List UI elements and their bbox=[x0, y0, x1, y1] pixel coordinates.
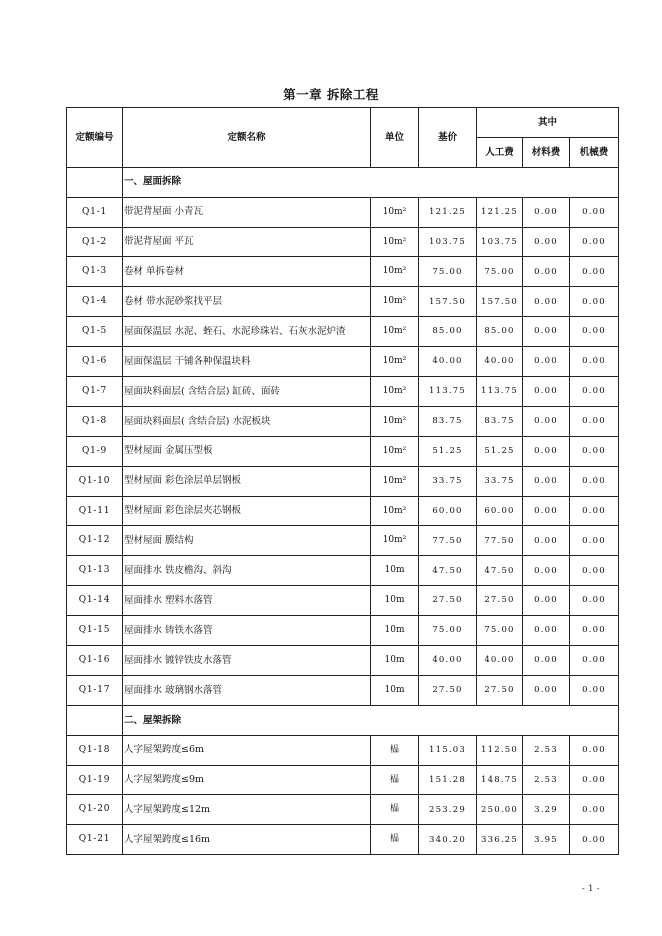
section-blank-cell bbox=[67, 167, 123, 197]
cell-machine: 0.00 bbox=[570, 406, 619, 436]
cell-material: 0.00 bbox=[523, 317, 570, 347]
cell-labor: 47.50 bbox=[477, 556, 523, 586]
header-labor: 人工费 bbox=[477, 137, 523, 167]
cell-name: 屋面块料面层( 含结合层) 缸砖、面砖 bbox=[123, 377, 371, 407]
cell-name: 型材屋面 彩色涂层单层钢板 bbox=[123, 466, 371, 496]
cell-name: 人字屋架跨度≤6m bbox=[123, 735, 371, 765]
cell-machine: 0.00 bbox=[570, 287, 619, 317]
cell-base-price: 151.28 bbox=[419, 765, 477, 795]
cell-labor: 27.50 bbox=[477, 586, 523, 616]
cell-unit: 10m bbox=[371, 616, 419, 646]
table-row bbox=[67, 735, 619, 765]
cell-unit: 10m bbox=[371, 586, 419, 616]
cell-code: Q1-18 bbox=[67, 735, 123, 765]
cell-code: Q1-6 bbox=[67, 347, 123, 377]
cell-base-price: 157.50 bbox=[419, 287, 477, 317]
table-row bbox=[67, 496, 619, 526]
cell-unit: 榀 bbox=[371, 735, 419, 765]
cell-unit: 10m² bbox=[371, 227, 419, 257]
table-row bbox=[67, 675, 619, 705]
cell-base-price: 75.00 bbox=[419, 257, 477, 287]
cell-material: 0.00 bbox=[523, 227, 570, 257]
cell-code: Q1-7 bbox=[67, 377, 123, 407]
cell-machine: 0.00 bbox=[570, 556, 619, 586]
cell-machine: 0.00 bbox=[570, 795, 619, 825]
table-row bbox=[67, 317, 619, 347]
cell-material: 0.00 bbox=[523, 496, 570, 526]
cell-unit: 10m bbox=[371, 675, 419, 705]
cell-name: 带泥背屋面 小青瓦 bbox=[123, 197, 371, 227]
cell-code: Q1-8 bbox=[67, 406, 123, 436]
cell-base-price: 40.00 bbox=[419, 347, 477, 377]
cell-base-price: 33.75 bbox=[419, 466, 477, 496]
table-row bbox=[67, 795, 619, 825]
page-number: - 1 - bbox=[582, 884, 601, 893]
cell-base-price: 27.50 bbox=[419, 586, 477, 616]
cell-material: 3.95 bbox=[523, 825, 570, 855]
header-material: 材料费 bbox=[523, 137, 570, 167]
cell-machine: 0.00 bbox=[570, 197, 619, 227]
cell-labor: 112.50 bbox=[477, 735, 523, 765]
cell-base-price: 103.75 bbox=[419, 227, 477, 257]
cell-unit: 10m² bbox=[371, 197, 419, 227]
cell-material: 0.00 bbox=[523, 646, 570, 676]
cell-unit: 10m² bbox=[371, 436, 419, 466]
cell-labor: 77.50 bbox=[477, 526, 523, 556]
cell-unit: 10m² bbox=[371, 377, 419, 407]
cell-material: 0.00 bbox=[523, 436, 570, 466]
cell-material: 0.00 bbox=[523, 526, 570, 556]
cell-machine: 0.00 bbox=[570, 586, 619, 616]
cell-machine: 0.00 bbox=[570, 436, 619, 466]
cell-name: 卷材 带水泥砂浆找平层 bbox=[123, 287, 371, 317]
cell-code: Q1-21 bbox=[67, 825, 123, 855]
cell-name: 型材屋面 膜结构 bbox=[123, 526, 371, 556]
cell-base-price: 51.25 bbox=[419, 436, 477, 466]
cell-labor: 75.00 bbox=[477, 257, 523, 287]
cell-unit: 10m bbox=[371, 556, 419, 586]
cell-material: 2.53 bbox=[523, 765, 570, 795]
cell-name: 人字屋架跨度≤12m bbox=[123, 795, 371, 825]
cell-code: Q1-17 bbox=[67, 675, 123, 705]
header-machine: 机械费 bbox=[570, 137, 619, 167]
cell-labor: 336.25 bbox=[477, 825, 523, 855]
cell-labor: 148.75 bbox=[477, 765, 523, 795]
section-title: 一、屋面拆除 bbox=[123, 167, 619, 197]
cell-name: 人字屋架跨度≤9m bbox=[123, 765, 371, 795]
cell-material: 0.00 bbox=[523, 406, 570, 436]
cell-name: 屋面排水 玻璃钢水落管 bbox=[123, 675, 371, 705]
cell-name: 型材屋面 金属压型板 bbox=[123, 436, 371, 466]
table-row bbox=[67, 347, 619, 377]
cell-machine: 0.00 bbox=[570, 616, 619, 646]
table-body bbox=[67, 167, 619, 854]
cell-code: Q1-12 bbox=[67, 526, 123, 556]
table-row bbox=[67, 556, 619, 586]
cell-code: Q1-15 bbox=[67, 616, 123, 646]
header-group: 其中 bbox=[477, 108, 619, 138]
cell-name: 屋面保温层 水泥、蛭石、水泥珍珠岩、石灰水泥炉渣 bbox=[123, 317, 371, 347]
cell-material: 0.00 bbox=[523, 466, 570, 496]
cell-machine: 0.00 bbox=[570, 526, 619, 556]
cell-labor: 103.75 bbox=[477, 227, 523, 257]
cell-code: Q1-10 bbox=[67, 466, 123, 496]
cell-unit: 10m² bbox=[371, 287, 419, 317]
table-row bbox=[67, 526, 619, 556]
table-row bbox=[67, 377, 619, 407]
section-row bbox=[67, 167, 619, 197]
header-code: 定额编号 bbox=[67, 108, 123, 168]
table-row bbox=[67, 616, 619, 646]
cell-unit: 10m² bbox=[371, 317, 419, 347]
cell-unit: 榀 bbox=[371, 765, 419, 795]
cell-machine: 0.00 bbox=[570, 675, 619, 705]
cell-name: 屋面排水 镀锌铁皮水落管 bbox=[123, 646, 371, 676]
cell-name: 屋面排水 塑料水落管 bbox=[123, 586, 371, 616]
cell-unit: 榀 bbox=[371, 825, 419, 855]
cell-code: Q1-14 bbox=[67, 586, 123, 616]
cell-base-price: 75.00 bbox=[419, 616, 477, 646]
cell-material: 0.00 bbox=[523, 257, 570, 287]
cell-name: 屋面排水 铁皮檐沟、斜沟 bbox=[123, 556, 371, 586]
cell-machine: 0.00 bbox=[570, 257, 619, 287]
table-row bbox=[67, 466, 619, 496]
cell-labor: 157.50 bbox=[477, 287, 523, 317]
cell-material: 3.29 bbox=[523, 795, 570, 825]
cell-machine: 0.00 bbox=[570, 227, 619, 257]
cell-base-price: 253.29 bbox=[419, 795, 477, 825]
cell-machine: 0.00 bbox=[570, 347, 619, 377]
cell-code: Q1-1 bbox=[67, 197, 123, 227]
header-name: 定额名称 bbox=[123, 108, 371, 168]
cell-unit: 10m² bbox=[371, 406, 419, 436]
table-row bbox=[67, 825, 619, 855]
quota-table bbox=[66, 107, 619, 855]
cell-base-price: 60.00 bbox=[419, 496, 477, 526]
cell-base-price: 85.00 bbox=[419, 317, 477, 347]
cell-name: 屋面排水 铸铁水落管 bbox=[123, 616, 371, 646]
cell-material: 0.00 bbox=[523, 616, 570, 646]
cell-name: 卷材 单拆卷材 bbox=[123, 257, 371, 287]
table-row bbox=[67, 586, 619, 616]
cell-labor: 121.25 bbox=[477, 197, 523, 227]
cell-material: 0.00 bbox=[523, 377, 570, 407]
cell-name: 屋面保温层 干铺各种保温块料 bbox=[123, 347, 371, 377]
cell-machine: 0.00 bbox=[570, 466, 619, 496]
cell-labor: 40.00 bbox=[477, 347, 523, 377]
cell-code: Q1-19 bbox=[67, 765, 123, 795]
table-row bbox=[67, 436, 619, 466]
cell-material: 0.00 bbox=[523, 347, 570, 377]
cell-labor: 60.00 bbox=[477, 496, 523, 526]
cell-labor: 250.00 bbox=[477, 795, 523, 825]
cell-unit: 10m² bbox=[371, 347, 419, 377]
cell-base-price: 340.20 bbox=[419, 825, 477, 855]
cell-name: 屋面块料面层( 含结合层) 水泥板块 bbox=[123, 406, 371, 436]
cell-material: 2.53 bbox=[523, 735, 570, 765]
table-row bbox=[67, 287, 619, 317]
cell-base-price: 115.03 bbox=[419, 735, 477, 765]
cell-material: 0.00 bbox=[523, 287, 570, 317]
cell-machine: 0.00 bbox=[570, 765, 619, 795]
cell-code: Q1-4 bbox=[67, 287, 123, 317]
cell-code: Q1-11 bbox=[67, 496, 123, 526]
cell-material: 0.00 bbox=[523, 675, 570, 705]
table-row bbox=[67, 406, 619, 436]
cell-code: Q1-3 bbox=[67, 257, 123, 287]
cell-unit: 10m² bbox=[371, 496, 419, 526]
section-blank-cell bbox=[67, 705, 123, 735]
cell-machine: 0.00 bbox=[570, 377, 619, 407]
cell-name: 带泥背屋面 平瓦 bbox=[123, 227, 371, 257]
cell-base-price: 121.25 bbox=[419, 197, 477, 227]
cell-unit: 10m² bbox=[371, 466, 419, 496]
cell-machine: 0.00 bbox=[570, 317, 619, 347]
section-title: 二、屋架拆除 bbox=[123, 705, 619, 735]
cell-labor: 27.50 bbox=[477, 675, 523, 705]
cell-labor: 113.75 bbox=[477, 377, 523, 407]
cell-labor: 83.75 bbox=[477, 406, 523, 436]
cell-unit: 榀 bbox=[371, 795, 419, 825]
cell-material: 0.00 bbox=[523, 197, 570, 227]
cell-base-price: 40.00 bbox=[419, 646, 477, 676]
cell-labor: 51.25 bbox=[477, 436, 523, 466]
cell-base-price: 47.50 bbox=[419, 556, 477, 586]
cell-labor: 40.00 bbox=[477, 646, 523, 676]
cell-code: Q1-13 bbox=[67, 556, 123, 586]
cell-machine: 0.00 bbox=[570, 646, 619, 676]
cell-material: 0.00 bbox=[523, 556, 570, 586]
cell-base-price: 27.50 bbox=[419, 675, 477, 705]
cell-labor: 75.00 bbox=[477, 616, 523, 646]
cell-unit: 10m² bbox=[371, 257, 419, 287]
cell-code: Q1-9 bbox=[67, 436, 123, 466]
cell-base-price: 83.75 bbox=[419, 406, 477, 436]
cell-code: Q1-2 bbox=[67, 227, 123, 257]
table-row bbox=[67, 197, 619, 227]
table-row bbox=[67, 257, 619, 287]
table-row bbox=[67, 765, 619, 795]
header-unit: 单位 bbox=[371, 108, 419, 168]
cell-name: 人字屋架跨度≤16m bbox=[123, 825, 371, 855]
section-row bbox=[67, 705, 619, 735]
cell-base-price: 113.75 bbox=[419, 377, 477, 407]
table-header bbox=[67, 108, 619, 168]
cell-code: Q1-16 bbox=[67, 646, 123, 676]
cell-unit: 10m² bbox=[371, 526, 419, 556]
cell-unit: 10m bbox=[371, 646, 419, 676]
cell-code: Q1-20 bbox=[67, 795, 123, 825]
cell-base-price: 77.50 bbox=[419, 526, 477, 556]
cell-labor: 85.00 bbox=[477, 317, 523, 347]
header-base-price: 基价 bbox=[419, 108, 477, 168]
table-row bbox=[67, 227, 619, 257]
header-row-top bbox=[67, 108, 619, 138]
cell-machine: 0.00 bbox=[570, 496, 619, 526]
table-row bbox=[67, 646, 619, 676]
cell-machine: 0.00 bbox=[570, 825, 619, 855]
page-title: 第一章 拆除工程 bbox=[283, 87, 379, 102]
cell-labor: 33.75 bbox=[477, 466, 523, 496]
cell-machine: 0.00 bbox=[570, 735, 619, 765]
cell-code: Q1-5 bbox=[67, 317, 123, 347]
cell-material: 0.00 bbox=[523, 586, 570, 616]
cell-name: 型材屋面 彩色涂层夹芯钢板 bbox=[123, 496, 371, 526]
